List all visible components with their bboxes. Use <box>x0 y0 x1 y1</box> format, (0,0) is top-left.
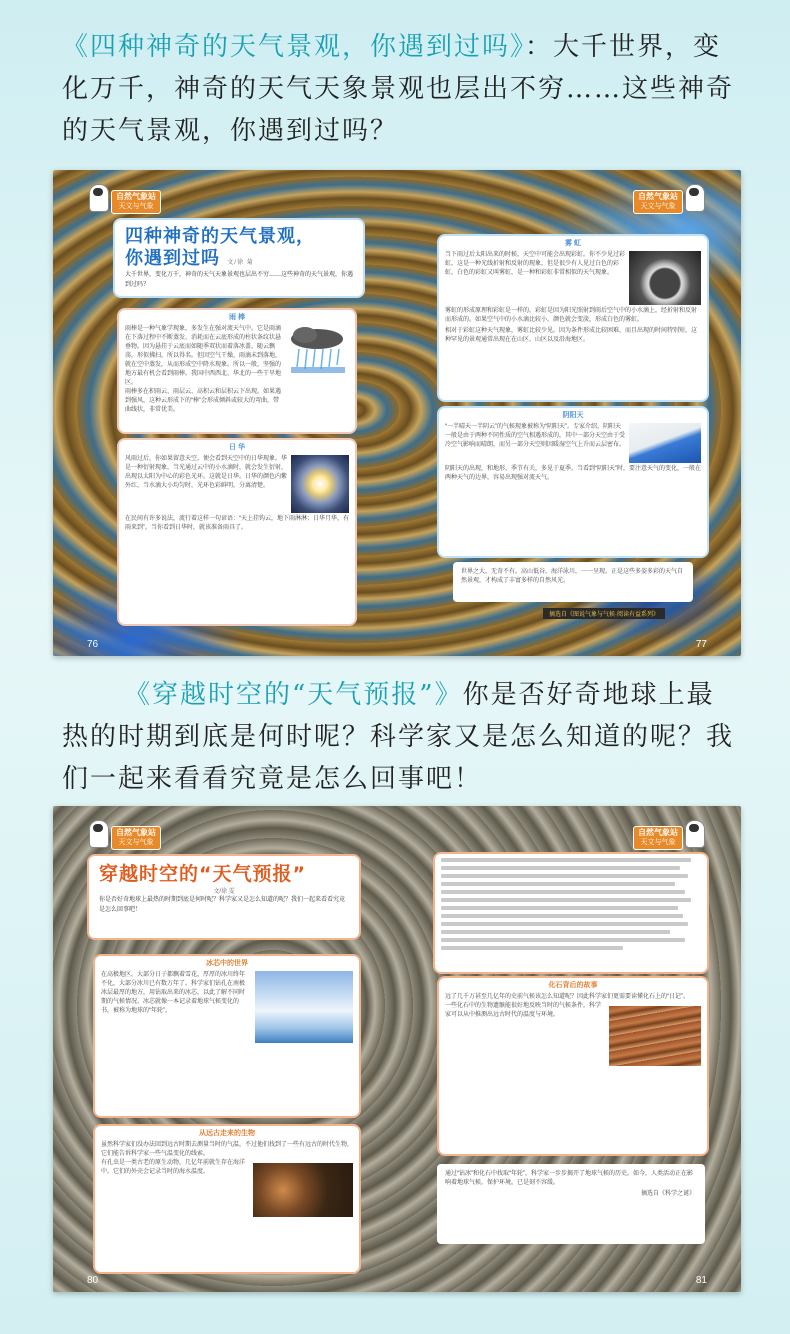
lead-text: 大千世界，变化万千，神奇的天气天象景观也层出不穷……这些神奇的天气景观，你遇到过吗？ <box>125 271 354 288</box>
intro-paragraph-1 <box>62 26 742 152</box>
section-badge-right: 自然气象站 天文与气象 <box>633 826 683 850</box>
section-text-2: 雨棒多在积雨云、雨层云、高积云和层积云下出现。如果遇到强风，这种云形成下的“棒”会形成倾斜或较大的弯曲，带曲线状，非常优美。 <box>125 389 282 413</box>
book-spread-1 <box>53 170 741 656</box>
section-title: 从远古走来的生物 <box>199 1130 255 1137</box>
section-title: 冰芯中的世界 <box>206 960 248 967</box>
section-text-2: 有孔虫是一类古老的原生动物，几亿年前就生存在海洋中。它们的外壳会记录当时的海水温度。 <box>101 1160 246 1175</box>
author: 文/徐 菊 <box>227 260 254 266</box>
section-badge-left: 自然气象站 天文与气象 <box>111 826 161 850</box>
section-rain-rod <box>117 308 357 434</box>
footer-source: 摘选自《图说气象与气候·阅读有益系列》 <box>543 608 665 619</box>
section-text: 在高极地区，大部分日子都飘着雪花，厚厚的冰川终年不化，大部分冰川已有数万年了。科学家们钻孔在南极冰层最厚的地方，用钻取出来的冰芯，以此了解不同时期的气候情况。冰芯就像一本记录着地球气候变化的书，被称为地球的“年轮”。 <box>101 972 246 1014</box>
closing-quote-source: 摘选自《科学之谜》 <box>640 1191 695 1197</box>
section-text: “一半晴天一半阴云”的气候现象被称为“阴阳天”。专家介绍，阴阳天一般是由于两种不同性质的空气相遇形成的，其中一部分天空由于受冷空气影响而晴朗，而另一部分天空则因暖湿空气上升而云层密布。 <box>445 424 626 448</box>
ice-core-photo <box>255 971 353 1043</box>
rain-cloud-icon <box>285 325 349 375</box>
section-text: 雨棒是一种气象学现象，多发生在强对流天气中。它是雨滴在下落过程中不断蒸发、消耗而在云底形成的柱状条纹状悬垂物。因为悬挂于云底而如随季双状而着落冰盖，随云飘荡，形似拂扫，所以得名。但因空气干燥，雨滴未到落地，就在空中蒸发，从而形成空中降水现象。所以一般，坚强的地方最有机会看到雨棒。我国中西西北、华北的一些干旱地区。 <box>125 326 282 386</box>
article-title: 穿越时空的“天气预报” <box>99 863 306 885</box>
section-title: 日 华 <box>229 444 245 451</box>
section-title: 化石背后的故事 <box>548 982 598 989</box>
section-text: 远了几千万甚至几亿年的史前气候该怎么知道呢？因此科学家们更需要读懂化石上的“日记”。 <box>445 994 689 1000</box>
section-text-2: 雾虹的形成原理和彩虹是一样的，彩虹是因为阳光照射到雨后空气中的小水滴上，经折射和反射而形成的。如果空气中的小水滴比较小，颜色就会变淡，形成白色的雾虹。 <box>445 308 698 323</box>
closing-quote: 世界之大，无奇不有。高山低谷，海洋泳川，一一呈现。正是这些多姿多彩的天气自然景观，才构成了丰富多样的自然风光。 <box>461 569 684 584</box>
section-text-2: 在民间有许多说法，流行着这样一句谚语：“天上挂钩云，地下雨淋淋；日华月华，有雨来到”。当你看到日华时，就该准备雨具了。 <box>125 516 349 531</box>
astronaut-icon <box>685 820 705 848</box>
rock-strata-photo <box>609 1006 701 1066</box>
fossil-photo <box>253 1163 353 1217</box>
page-number-right: 77 <box>695 639 707 650</box>
closing-quote-box <box>453 562 693 602</box>
astronaut-icon <box>685 184 705 212</box>
book-spread-2 <box>53 806 741 1292</box>
section-text: 虽然科学家们没办法回到远古时期去测量当时的气温，不过他们找到了一些有远古的时代生物，它们能告诉科学家一些气温变化的线索。 <box>101 1142 354 1157</box>
closing-quote: 通过“钻冰”和化石中找取“年轮”，科学家一步步揭开了地球气候的历史。如今，人类活动正在影响着地球气候，保护环境，已是刻不容缓。 <box>445 1171 693 1186</box>
section-text: 风雨过后，你如果留意天空，便会看到天空中的日华现象。华是一种衍射现象，当光通过云中的小水滴时，就会发生衍射，出现以太阳为中心的彩色光环。这就是日华。日华的颜色内紫外红，当水滴大小均匀时，光环色彩鲜明，分离清楚。 <box>125 456 288 489</box>
section-text: 当下雨过后太阳出来的时候，天空中可能会出现彩虹。你不少见过彩虹，这是一种光线折射和反射的现象，但是很少有人见过白色的彩虹，白色的彩虹又叫雾虹，是一种和彩虹非常相似的天气现象。 <box>445 252 626 276</box>
section-fossil-story <box>437 976 709 1156</box>
section-fog-bow <box>437 234 709 402</box>
fog-bow-photo <box>629 251 701 305</box>
section-intro-continued <box>433 852 709 974</box>
page-number-left: 80 <box>87 1275 99 1286</box>
section-ice-core <box>93 954 361 1118</box>
section-title: 雾 虹 <box>565 240 581 247</box>
article-title-line-2: 你遇到过吗 <box>125 248 220 269</box>
author: 文/徐 雯 <box>213 889 235 895</box>
book-title-1: 《四种神奇的天气景观，你遇到过吗》 <box>62 32 526 62</box>
rain-cloud-illustration <box>285 325 349 375</box>
astronaut-icon <box>89 184 109 212</box>
section-title: 雨 棒 <box>229 314 245 321</box>
title-card <box>113 218 365 298</box>
section-solar-corona <box>117 438 357 626</box>
solar-corona-photo <box>291 455 349 513</box>
closing-quote-box <box>437 1164 705 1244</box>
intro-paragraph-2 <box>62 674 742 800</box>
lead-text: 你是否好奇地球上最热的时期到底是何时呢？科学家又是怎么知道的呢？我们一起来看看究竟是怎么回事吧！ <box>99 896 346 913</box>
page-number-left: 76 <box>87 639 99 650</box>
intro-text-2: 你是否好奇地球上最热的时期到底是何时呢？科学家又是怎么知道的呢？我们一起来看看究竟是怎么回事吧！ <box>62 680 735 794</box>
article-title-line-1: 四种神奇的天气景观， <box>125 226 315 247</box>
section-text-2: 阴阳天的出现，和地形、季节有关，多见于夏季。当看到“阴阳天”时，要注意天气的变化，一般在两种天气的边界，容易出现强对流天气。 <box>445 466 701 481</box>
title-card <box>87 854 361 940</box>
section-text-3: 相对于彩虹这种天气现象，雾虹比较少见。因为条件形成比较困难，而且出现的时间特别短，这种罕见的景观通常出现在在山区、山区以及沿海地区。 <box>445 328 698 343</box>
section-badge-left: 自然气象站 天文与气象 <box>111 190 161 214</box>
astronaut-icon <box>89 820 109 848</box>
section-title: 阴阳天 <box>562 412 584 419</box>
book-title-2: 《穿越时空的“天气预报”》 <box>124 680 463 710</box>
yin-yang-sky-photo <box>629 423 701 463</box>
section-yin-yang-sky <box>437 406 709 558</box>
page-number-right: 81 <box>695 1275 707 1286</box>
section-text-2: 一些化石中的生物遗骸能很好地反映当时的气候条件，科学家可以从中推测出远古时代的温度与环境。 <box>445 1003 602 1018</box>
section-ancient-creatures <box>93 1124 361 1274</box>
section-badge-right: 自然气象站 天文与气象 <box>633 190 683 214</box>
intro-text-1: ：大千世界，变化万千，神奇的天气天象景观也层出不穷……这些神奇的天气景观，你遇到过吗？ <box>62 32 735 146</box>
